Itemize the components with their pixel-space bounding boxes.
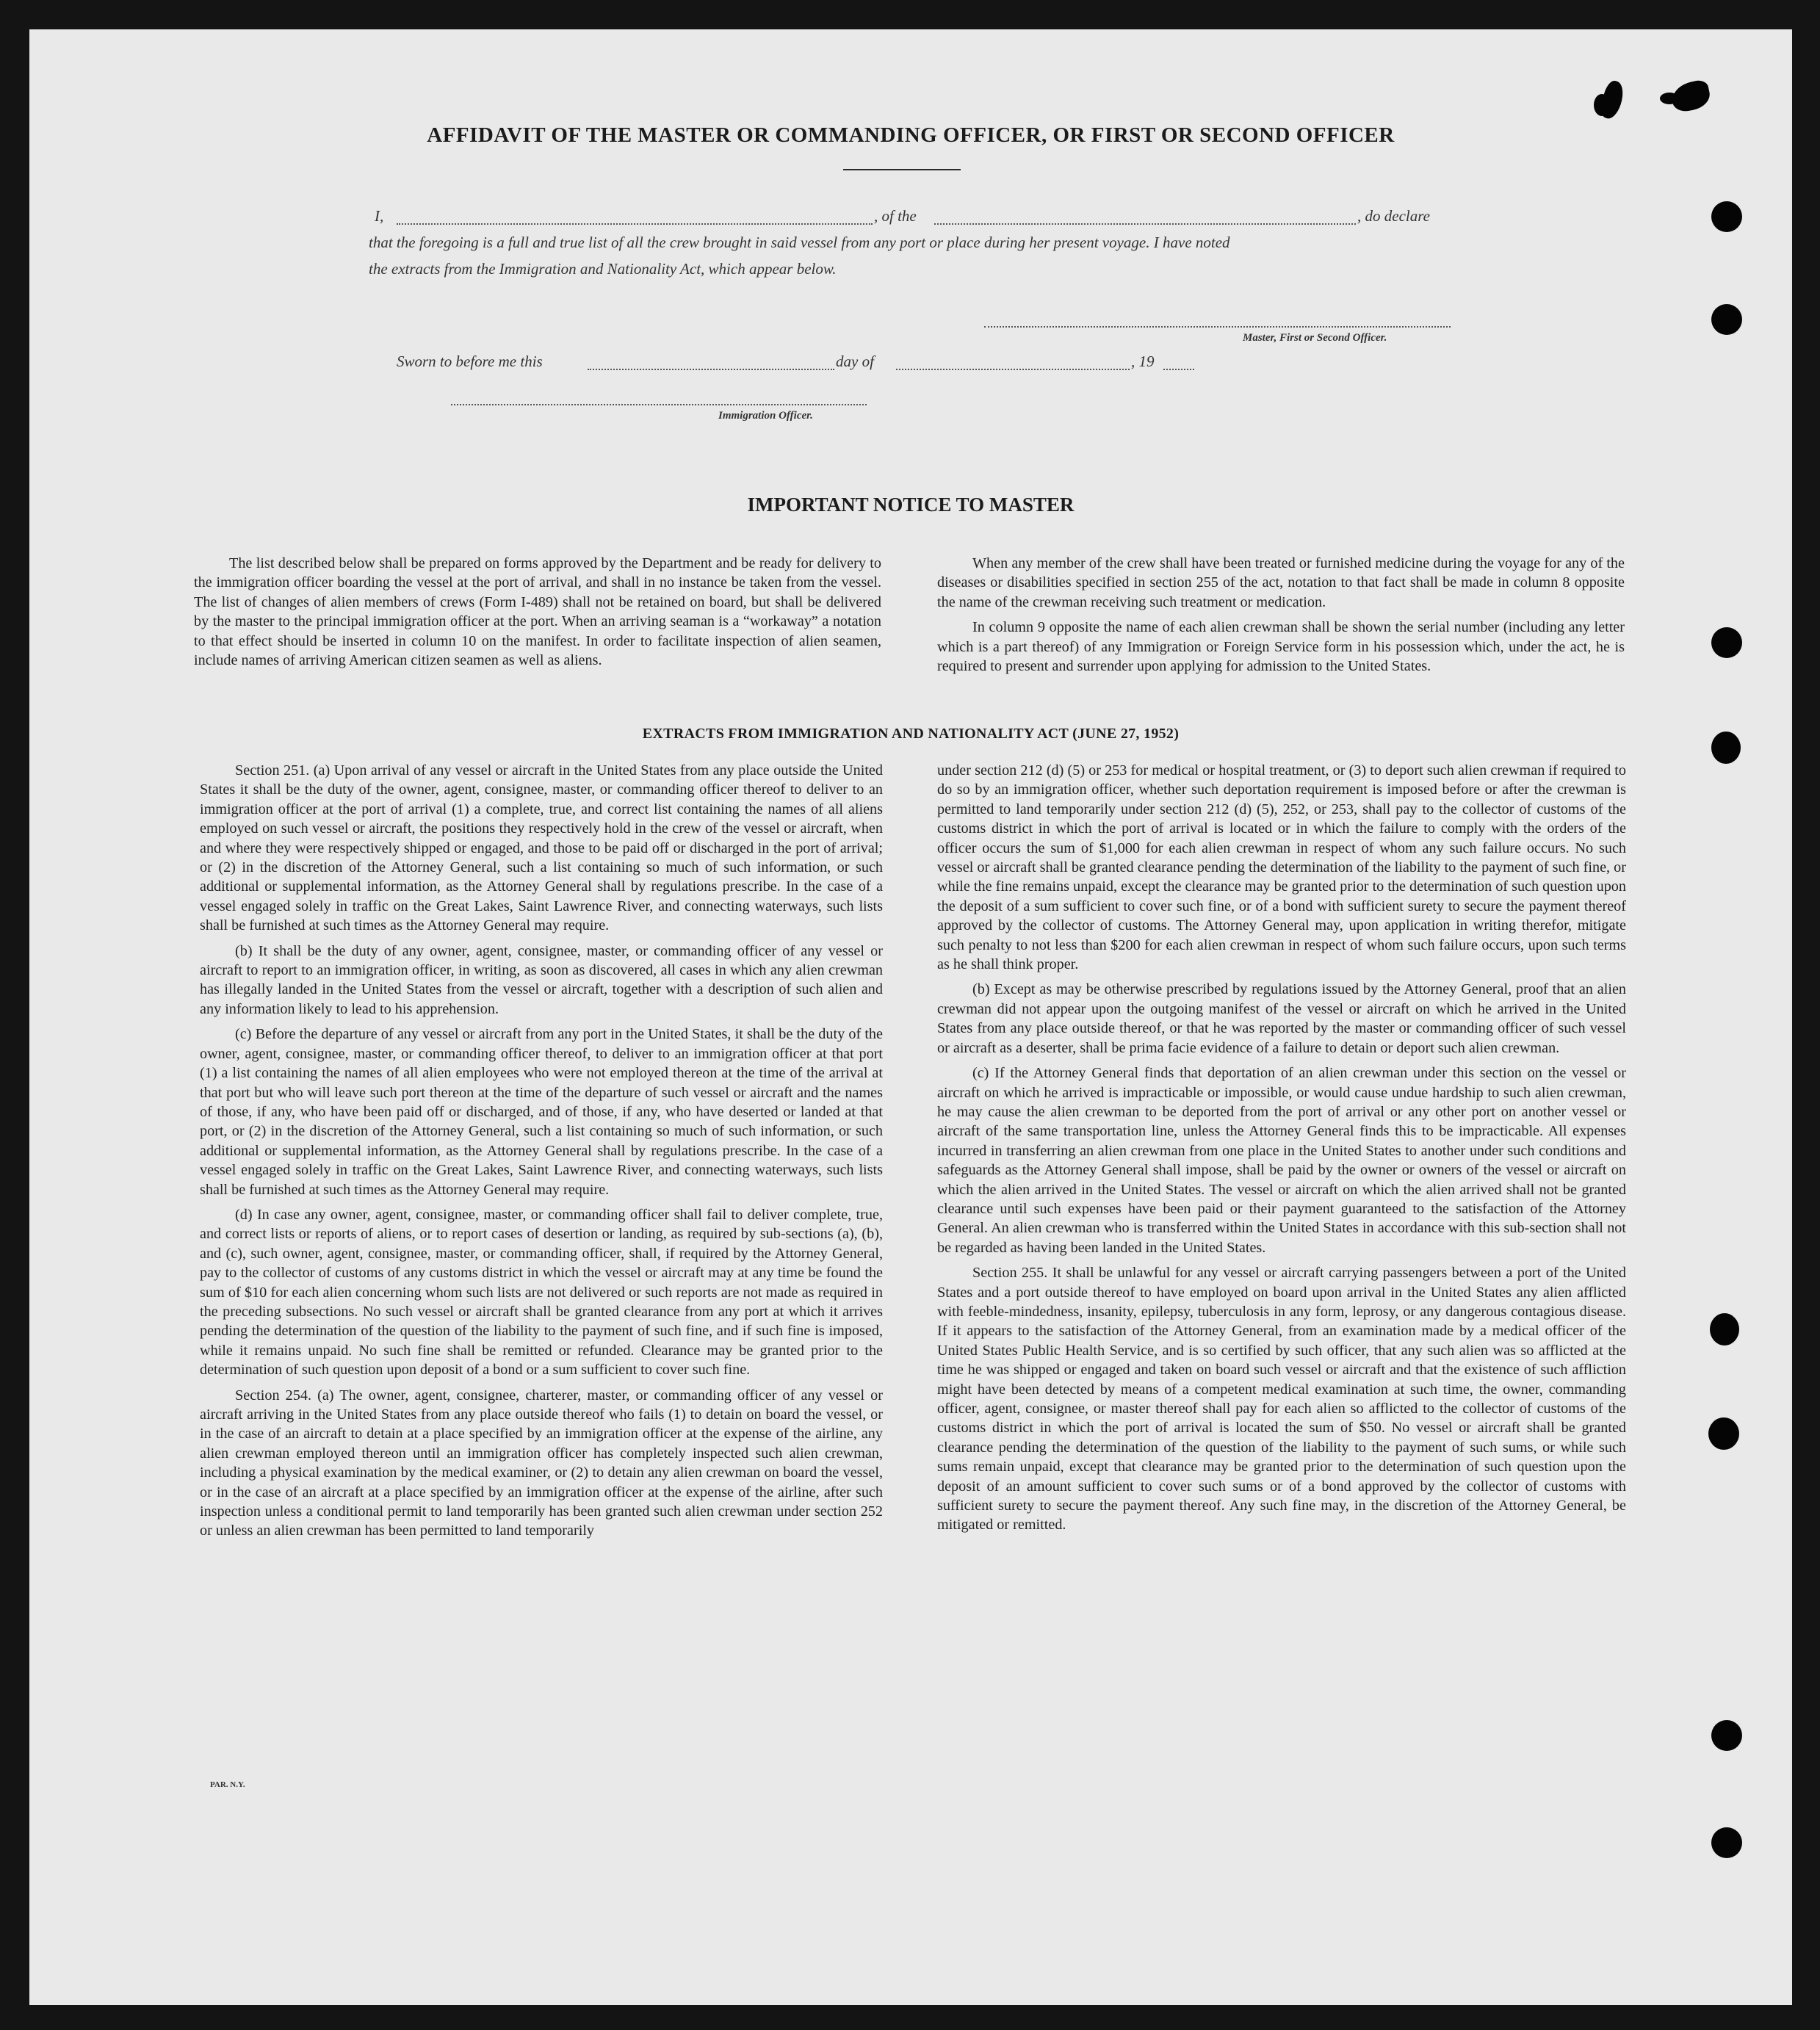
notice-left-paragraph: The list described below shall be prepared on forms approved by the Department and be ready for delivery to the immigration officer boarding the vessel at the port of arrival, and shall in no instance be taken from the vessel. The list of changes of alien members of crews (Form I-489) shall not be retained on board, but shall be delivered by the master to the principal immigration officer at the port. When an arriving seaman is a “workaway” a notation to that effect should be inserted in column 10 on the manifest. In order to facilitate inspection of alien seamen, include names of arriving American citizen seamen as well as aliens. — [194, 555, 881, 669]
binder-hole — [1711, 201, 1742, 232]
notice-right-paragraph-2: In column 9 opposite the name of each alien crewman shall be shown the serial number (including any letter which is a part thereof) of any Immigration or Foreign Service form in his possession which, under the act, he is required to present and surrender upon applying for admission to the United States. — [937, 619, 1625, 675]
extract-paragraph: (c) If the Attorney General finds that deportation of an alien crewman under this section on the vessel or aircraft on which he arrived is impracticable or impossible, or would cause undue hardship to such alien crewman, he may cause the alien crewman to be deported from the port of arrival or any other port on another vessel or aircraft of the same transportation line, unless the Attorney General finds this to be impracticable. All expenses incurred in transferring an alien crewman from one place in the United States to another under such conditions and safeguards as the Attorney General shall impose, shall be paid by the owner or owners of the vessel or aircraft on which the alien arrived in the United States. The vessel or aircraft on which the alien arrived shall not be granted clearance until such expenses have been paid or their payment guaranteed to the satisfaction of the Attorney General. An alien crewman who is transferred within the United States in accordance with this sub-section shall not be regarded as having been landed in the United States. — [937, 1065, 1626, 1256]
notice-left-column — [194, 554, 881, 676]
declaration-of-the: , of the — [874, 207, 917, 225]
extract-paragraph: (b) It shall be the duty of any owner, agent, consignee, master, or commanding officer of any vessel or aircraft to report to an immigration officer, in writing, as soon as discovered, all cases in which any alien crewman has illegally landed in the United States from the vessel or aircraft, together with a description of such alien and any information likely to lead to his apprehension. — [200, 942, 883, 1017]
declaration-line-3: the extracts from the Immigration and Nationality Act, which appear below. — [369, 260, 837, 278]
day-of-label: day of — [836, 353, 874, 370]
binder-hole — [1708, 1417, 1739, 1450]
notice-right-paragraph-1: When any member of the crew shall have been treated or furnished medicine during the voyage for any of the diseases or disabilities specified in section 255 of the act, notation to that fact shall be made in column 8 opposite the name of the crewman receiving such treatment or medication. — [937, 555, 1625, 610]
declaration-do-declare: , do declare — [1357, 207, 1430, 225]
title-underline — [843, 169, 961, 170]
binder-hole — [1710, 1313, 1739, 1345]
binder-hole — [1711, 1827, 1742, 1858]
binder-hole — [1711, 304, 1742, 335]
extract-paragraph: Section 251. (a) Upon arrival of any vessel or aircraft in the United States from any place outside the United States it shall be the duty of the owner, agent, consignee, master, or commanding officer thereof to deliver to an immigration officer at the port of arrival (1) a complete, true, and correct list containing the names of all aliens employed on such vessel or aircraft, the positions they respectively hold in the crew of the vessel or aircraft, when and where they were respectively shipped or engaged, and those to be paid off or discharged in the port of arrival; or (2) in the discretion of the Attorney General, such a list containing so much of such information, or such additional or supplemental information, as the Attorney General shall by regulations prescribe. In the case of a vessel engaged solely in traffic on the Great Lakes, Saint Lawrence River, and connecting waterways, such lists shall be furnished at such times as the Attorney General may require. — [200, 762, 883, 934]
extract-paragraph: (d) In case any owner, agent, consignee, master, or commanding officer shall fail to deliver complete, true, and correct lists or reports of aliens, or to report cases of desertion or landing, as required by sub-sections (a), (b), and (c), such owner, agent, consignee, master, or commanding officer, shall, if required by the Attorney General, pay to the collector of customs of any customs district in which the vessel or aircraft may at any time be found the sum of $10 for each alien concerning whom such lists are not delivered or such reports are not made as required in the preceding subsections. No such vessel or aircraft shall be granted clearance from any port at which it arrives pending the determination of the question of the liability to the payment of such fine, and if such fine is imposed, while it remains unpaid. No such fine shall be remitted or refunded. Clearance may be granted prior to the determination of such question upon deposit of a bond or a sum sufficient to cover such fine. — [200, 1206, 883, 1379]
ink-mark — [1594, 94, 1610, 116]
extract-paragraph: Section 255. It shall be unlawful for any vessel or aircraft carrying passengers between a port of the United States and a port outside thereof to have employed on board upon arrival in the United States any alien afflicted with feeble-mindedness, insanity, epilepsy, tuberculosis in any form, leprosy, or any dangerous contagious disease. If it appears to the satisfaction of the Attorney General, from an examination made by a medical officer of the United States Public Health Service, and is so certified by such officer, that any such alien was so afflicted at the time he was shipped or engaged and taken on board such vessel or aircraft and that the existence of such affliction might have been detected by means of a competent medical examination at such time, the owner, commanding officer, agent, consignee, or master thereof shall pay for each alien so afflicted to the collector of customs of the customs district in which the port of arrival is located the sum of $50. No vessel or aircraft shall be granted clearance pending the determination of the question of the liability to the payment of such sums, or while such sums remain unpaid, except that clearance may be granted prior to the determination of such question upon the deposit of an amount sufficient to cover such sums or of a bond approved by the collector of customs with sufficient surety to secure the payment thereof. Any such fine may, in the discretion of the Attorney General, be mitigated or remitted. — [937, 1265, 1626, 1534]
vessel-blank-line — [934, 223, 1356, 225]
binder-hole — [1711, 1720, 1742, 1751]
sworn-year-blank — [1163, 369, 1194, 370]
extract-paragraph: (c) Before the departure of any vessel or aircraft from any port in the United States, it shall be the duty of the owner, agent, consignee, master, or commanding officer thereof, to deliver to an immigration officer at that port (1) a list containing the names of all alien employees who were not employed thereon at the time of the arrival at that port but who will leave such port thereon at the time of the departure of such vessel or aircraft and the names of those, if any, who have been paid off or discharged, and of those, if any, who have deserted or landed at that port, or (2) in the discretion of the Attorney General, such a list containing so much of such information, or such additional or supplemental information, as the Attorney General shall by regulations prescribe. In the case of a vessel engaged solely in traffic on the Great Lakes, Saint Lawrence River, and connecting waterways, such lists shall be furnished at such times as the Attorney General may require. — [200, 1026, 883, 1198]
affidavit-title: AFFIDAVIT OF THE MASTER OR COMMANDING OFFICER, OR FIRST OR SECOND OFFICER — [427, 123, 1395, 147]
officer-caption: Immigration Officer. — [718, 410, 813, 422]
notice-right-column — [937, 554, 1625, 682]
master-signature-line — [984, 326, 1451, 328]
year-label: , 19 — [1131, 353, 1155, 370]
officer-signature-line — [451, 404, 867, 405]
master-caption: Master, First or Second Officer. — [1243, 332, 1387, 344]
sworn-day-blank — [588, 369, 834, 370]
notice-heading: IMPORTANT NOTICE TO MASTER — [747, 494, 1075, 516]
document-page — [29, 29, 1792, 2005]
sworn-label: Sworn to before me this — [397, 353, 543, 370]
binder-hole — [1711, 732, 1741, 764]
extract-paragraph: Section 254. (a) The owner, agent, consignee, charterer, master, or commanding officer of any vessel or aircraft arriving in the United States from any place outside thereof who fails (1) to detain on board the vessel, or in the case of an aircraft to detain at a place specified by an immigration officer at the expense of the airline, any alien crewman employed thereon until an immigration officer has completely inspected such alien crewman, including a physical examination by the medical examiner, or (2) to detain any alien crewman on board the vessel, or in the case of an aircraft at a place specified by an immigration officer at the expense of the airline, after such inspection unless a conditional permit to land temporarily has been granted such alien crewman under section 252 or unless an alien crewman has been permitted to land temporarily — [200, 1387, 883, 1539]
extracts-heading: EXTRACTS FROM IMMIGRATION AND NATIONALITY ACT (JUNE 27, 1952) — [642, 726, 1180, 742]
name-blank-line — [397, 223, 873, 225]
extract-paragraph: under section 212 (d) (5) or 253 for medical or hospital treatment, or (3) to deport such alien crewman if required to do so by an immigration officer, whether such deportation requirement is imposed before or after the crewman is permitted to land temporarily under section 212 (d) (5), 252, or 253, shall pay to the collector of customs of the customs district in which the port of arrival is located or in which the failure to comply with the orders of the officer occurs the sum of $1,000 for each alien crewman in respect of whom any such failure occurs. No such vessel or aircraft shall be granted clearance pending the determination of the liability to the payment of such fine, or while the fine remains unpaid, except the clearance may be granted prior to the determination of such question upon the deposit of a sum sufficient to cover such fine, or of a bond with sufficient surety to secure the payment thereof approved by the collector of customs. The Attorney General may, upon application in writing therefor, mitigate such penalty to not less than $200 for each alien crewman in respect of whom such failure occurs, upon such terms as he shall think proper. — [937, 762, 1626, 973]
declaration-line-2: that the foregoing is a full and true list of all the crew brought in said vessel from any port or place during her present voyage. I have noted — [369, 234, 1230, 251]
extract-paragraph: (b) Except as may be otherwise prescribed by regulations issued by the Attorney General, proof that an alien crewman did not appear upon the outgoing manifest of the vessel or aircraft on which he arrived in the United States from any place outside thereof, or that he was reported by the master or commanding officer of such vessel or aircraft as a deserter, shall be prima facie evidence of a failure to detain or deport such alien crewman. — [937, 981, 1626, 1056]
sworn-month-blank — [896, 369, 1130, 370]
printer-code: PAR. N.Y. — [210, 1780, 245, 1789]
declaration-i-label: I, — [375, 207, 384, 225]
binder-hole — [1711, 627, 1742, 658]
ink-mark — [1660, 93, 1679, 104]
extracts-right-column — [937, 761, 1626, 1541]
extracts-left-column — [200, 761, 883, 1547]
